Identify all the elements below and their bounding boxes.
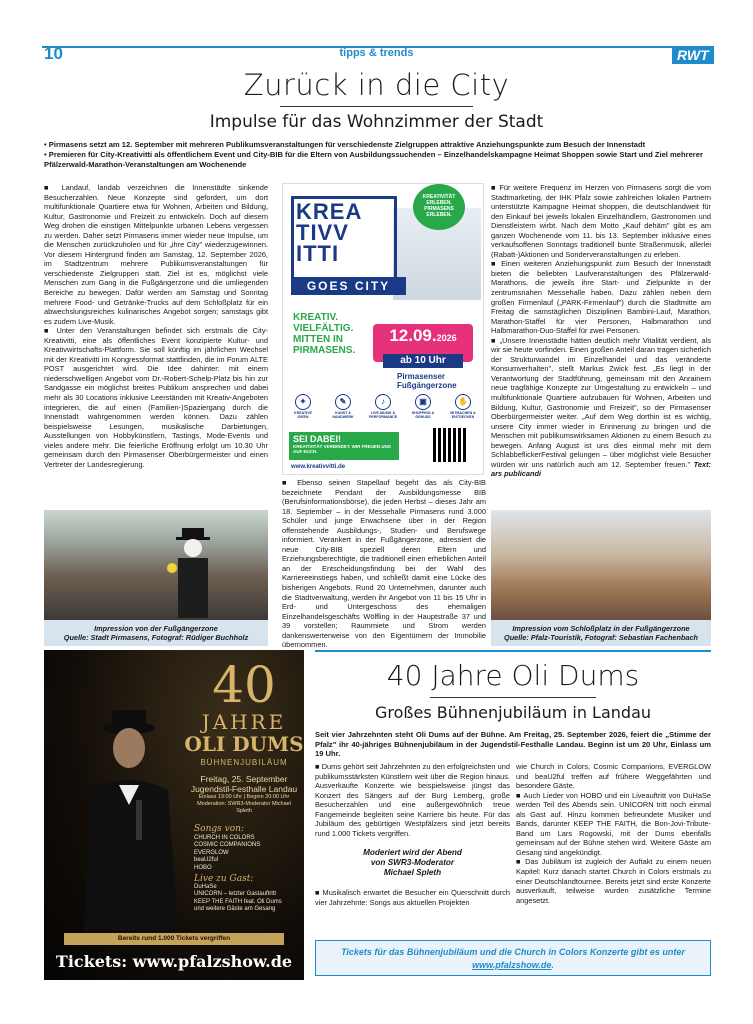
- paragraph: ■ Dums gehört seit Jahrzehnten zu den erfolgreichsten und publikumsstärksten Künstlern weit über die Region hinaus. Ausverkaufte Konzerte wie beispielsweise jüngst das Konzert des Sängers auf der Burg Lemberg, große Besucherzahlen und eine außergewöhnlich treue Fangemeinde begleiten seine Karriere bis heute. Für das Jubiläum des gebürtigen Westpfälzers sind jetzt bereits rund 1.000 Tickets vergriffen.: [315, 762, 510, 838]
- paragraph: ■ Einen weiteren Anziehungspunkt zum Besuch der Innenstadt bieten die beliebten Laufveranstaltungen des Pfälzerwald-Marathons, die jeweils ihre Start- und Zielpunkte in der zentrumsnahen Messehalle haben. Dazu zählen neben dem großen Firmenlauf („PARK-Firmenlauf") durch die Stadtmitte am Freitag die samstäglichen Disziplinen Bambini-Lauf, Marathon, Marathon-Staffel für vier Personen, Halbmarathon und Halbmarathon-Duo-Staffel für zwei Personen.: [491, 259, 711, 336]
- article2-title: 40 Jahre Oli Dums: [386, 659, 640, 692]
- poster-slogan: KREATIV. VIELFÄLTIG. MITTEN IN PIRMASENS.: [293, 312, 356, 356]
- poster-date-badge: 12.09.2026: [373, 324, 473, 362]
- goes-city-banner: GOES CITY: [291, 277, 406, 295]
- bag-icon: ▣ SHOPPING & GENUSS: [409, 394, 437, 422]
- title-rule: [430, 697, 596, 698]
- paragraph: ■ Auch Lieder von HOBO und ein Liveauftritt von DuHaSe werden Teil des Abends sein. UNICORN tritt noch einmal als Gast auf. Hinzu kommen befreundete Musiker und Bands, darunter KEEP THE FAITH, die Bon-Jovi-Tribute-Band um Lars Rogowski, mit der Dums ebenfalls gemeinsam auf der Bühne stehen wird. Weitere Gäste am Gesang sind angekündigt.: [516, 790, 711, 857]
- kreativitti-poster: [282, 183, 484, 475]
- ad-subtitle: BÜHNENJUBILÄUM: [200, 758, 288, 767]
- paragraph: ■ Für weitere Frequenz im Herzen von Pirmasens sorgt die vom Stadtmarketing, der IHK Pfalz sowie zahlreichen lokalen Partnern unterstützte Kampagne Heimat shoppen, die deutschlandweit für den Einkauf bei jeweils lokalen Einzelhändlern, Gastronomen und Dienstleistern wirbt. Nach dem Motto „Kauf dehäm" gibt es am ganzen Wochenende vom 11. bis 13. September inklusive eines verkaufsoffenen Sonntags traditionell bunte Straßenmusik, allerlei (Rabatt-)Aktionen und Sonderveranstaltungen zu erleben.: [491, 183, 711, 259]
- photo-caption-1: Impression von der Fußgängerzone Quelle: Stadt Pirmasens, Fotograf: Rüdiger Buchholz: [44, 620, 268, 646]
- schlossplatz-photo: [491, 510, 711, 620]
- article2-subtitle: Großes Bühnenjubiläum in Landau: [374, 703, 652, 722]
- publication-logo: RWT: [672, 46, 714, 64]
- ticket-link[interactable]: www.pfalzshow.de: [472, 960, 552, 970]
- article-title: Zurück in die City: [243, 68, 510, 102]
- ad-lineup: Songs von: CHURCH IN COLORS COSMIC COMPANIONS EVERGLOW beaU2ful HOBO Live zu Gast: DuHaSe UNICORN – letzter Gastauftritt KEEP THE FAITH feat. Oli Dums und weitere Gäste am Gesang: [194, 824, 282, 912]
- section-title: tipps & trends: [339, 47, 414, 59]
- page-number: 10: [44, 44, 63, 63]
- article-bullets: [44, 140, 712, 170]
- kreativitti-logo: KREA TIVV ITTI: [296, 199, 363, 266]
- text-credit: Text: ars publicandi: [491, 459, 711, 479]
- poster-icon-row: [289, 394, 477, 422]
- brush-icon: ✎ KUNST & HANDWERK: [329, 394, 357, 422]
- bullet-item: • Pirmasens setzt am 12. September mit mehreren Publikumsveranstaltungen für verschiedenste Zielgruppen attraktive Anziehungspunkte zum Besuch der Innenstadt: [44, 140, 646, 149]
- paragraph: ■ Musikalisch erwartet die Besucher ein Querschnitt durch vier Jahrzehnte: Songs aus aktuellen Projekten: [315, 888, 510, 907]
- column-1: [44, 183, 268, 469]
- paragraph: ■ Das Jubiläum ist zugleich der Auftakt zu einem neuen Kapitel: Kurz danach startet Church in Colors erstmals zu einer Deutschlandtournee. Bereits jetzt sind erste Konzerte ausverkauft, teilweise wurden zusätzliche Termine angesetzt.: [516, 857, 711, 905]
- pedestrian-zone-photo: [44, 510, 268, 620]
- photo-caption-2: Impression vom Schloßplatz in der Fußgängerzone Quelle: Pfalz-Touristik, Fotograf: Sebastian Fachenbach: [491, 620, 711, 646]
- pull-quote: Moderiert wird der Abend von SWR3-Moderator Michael Spleth: [363, 848, 462, 878]
- burst-badge: KREATIVITÄT ERLEBEN, PIRMASENS ERLEBEN.: [413, 184, 465, 230]
- article2-column-1: [315, 762, 510, 907]
- sei-dabei-box: SEI DABEI! KREATIVITÄT VERBINDET. WIR FREUEN UNS AUF EUCH.: [289, 432, 399, 460]
- article2-column-2: [516, 762, 711, 905]
- paragraph: wie Church in Colors, Cosmic Companions, EVERGLOW und beaU2ful treffen auf frühere Weggefährten und besondere Gäste.: [516, 762, 711, 791]
- ad-name: OLI DUMS: [184, 732, 304, 756]
- ad-tickets-sold-bar: Bereits rund 1.000 Tickets vergriffen: [64, 933, 284, 945]
- poster-location: Pirmasenser Fußgängerzone: [397, 372, 457, 390]
- music-icon: ♪ LIVE-MUSIK & PERFORMANCE: [369, 394, 397, 422]
- singer-image: [74, 710, 184, 930]
- section-divider: [315, 650, 711, 652]
- hand-icon: ✋ MITMACHEN & ENTDECKEN: [449, 394, 477, 422]
- column-2-text: [282, 478, 486, 650]
- paragraph: ■ Ebenso seinen Stapellauf begeht das als City-BIB bezeichnete Pendant der Ausbildungsmesse BIB (Berufsinformationsbörse), die jeden Herbst – dieses Jahr am 18. September – in der Messehalle Pirmasens rund 3.000 Schüler und junge Erwachsene über in der Region offenstehende Ausbildungs-, Studien- und Berufswege informiert. Verankert in der Fußgängerzone, adressiert die neue City-BIB speziell deren Eltern und Erziehungsberechtigte, die traditionell einen erheblichen Anteil an der Entscheidungsfindung bei der Wahl des Karriereeinstiegs haben, und schließt damit eine Lücke des bisherigen Angebots. Rund 20 Unternehmen, darunter auch die Stadtverwaltung, werden ihr Angebot von 11 bis 15 Uhr in Erd- und Untergeschoss des ehemaligen Einzelhandelsgeschäfts Wölfling in der Hauptstraße 37 und 39 vorstellen; Raummiete und Strom werden dankenswerterweise von den Eigentümern der Immobilie übernommen.: [282, 478, 486, 650]
- poster-time: ab 10 Uhr: [383, 354, 463, 368]
- poster-url: www.kreativvitti.de: [291, 464, 346, 470]
- ticket-info-box: Tickets für das Bühnenjubiläum und die Church in Colors Konzerte gibt es unter www.pfalzshow.de.: [315, 940, 711, 976]
- ad-date-block: Freitag, 25. September Jugendstil-Festhalle Landau Einlass 19:00 Uhr | Beginn 20:00 Uhr Moderation: SWR3-Moderator Michael Spleth: [190, 774, 298, 814]
- ad-number: 40: [212, 656, 276, 714]
- bullet-item: • Premieren für City-Kreativitti als öffentlichem Event und City-BIB für die Eltern von Ausbildungssuchenden – Einzelhandelskampagne Heimat Shoppen sowie Start und Ziel mehrerer Pfälzerwald-Marathon-Veranstaltungen am Wochenende: [44, 150, 703, 169]
- article-subtitle: Impulse für das Wohnzimmer der Stadt: [209, 112, 544, 132]
- bulb-icon: ✦ KREATIVE IDEEN: [289, 394, 317, 422]
- article2-lead: Seit vier Jahrzehnten steht Oli Dums auf der Bühne. Am Freitag, 25. September 2026, feiert die „Stimme der Pfalz" ihr 40-jähriges Bühnenjubiläum in der Jugendstil-Festhalle Landau. Beginn ist um 20 Uhr, Einlass um 19 Uhr.: [315, 730, 711, 758]
- paragraph: ■ Landauf, landab verzeichnen die Innenstädte sinkende Besucherzahlen. Neue Konzepte sind gefordert, um dort multifunktionale Quartiere etwa für Wohnen, Arbeiten und Bildung, Kultur, Gastronomie und Freizeit zu entwickeln. Doch auf diesem Weg drohen die einstigen Mittelpunkte urbanen Lebens vergessen zu werden. Daher setzt Pirmasens immer wieder neue Impulse, um die Menschen zurückzuholen und für „ihre City" wiederzugewinnen. Vor diesem Hintergrund finden am Samstag, 12. September 2026, im Stadtzentrum mehrere Publikumsveranstaltungen für verschiedenste Zielgruppen statt. Ziel ist es, möglichst viele Menschen zum Gang in die Fußgängerzone und die umliegenden Bereiche zu bewegen. Dafür werden am Samstag und Sonntag mehrere Food- und Getränke-Trucks auf dem Schloßplatz für ein abwechslungsreiches kulinarisches Angebot sorgen; samstags gibt es zudem Live-Musik.: [44, 183, 268, 326]
- qr-code-icon: [433, 428, 467, 462]
- paragraph: ■ Unter den Veranstaltungen befindet sich erstmals die City-Kreativitti, eine als öffentliches Event konzipierte Kultur- und Kreativwirtschafts-Plattform. Sie soll künftig im jährlichen Wechsel mit der Kreativitti im Kongressformat stattfinden, die im Forum ALTE POST ausgerichtet wird. Die Idee dahinter: mit einem niederschwelligen Angebot vom Dr.-Robert-Schelp-Platz bis hin zur Sandgasse ein möglichst breites Publikum ansprechen und dabei mehr als 30 Locations inklusive Leerständen mit Kreativ-Angeboten integrieren, die auf einen (Familien-)Spaziergang durch die Innenstadt wahrgenommen werden können. Dazu zählen beispielsweise Lesungen, musikalische Darbietungen, Ausstellungen von Hobbykünstlern, Tastings, Mode-Events und vieles andere mehr. Die feierliche Eröffnung erfolgt um 10.30 Uhr gemeinsam durch den Pirmasenser Oberbürgermeister und einen Vertreter der Landesregierung.: [44, 326, 268, 469]
- ad-ticket-url: Tickets: www.pfalzshow.de: [55, 952, 293, 971]
- paragraph: ■ „Unsere Innenstädte hätten deutlich mehr Vitalität verdient, als wir sie heute vorfinden. Einen großen Anteil daran tragen sicherlich der Strukturwandel im Einzelhandel und das veränderte Konsumverhalten", stellt Markus Zwick fest. „Es liegt in der Verantwortung der Stadtführung, gemeinsam mit den Anrainern neue tragfähige Konzepte zur Umgestaltung zu entwickeln – und multifunktionale Quartiere aufzubauen für Wohnen, Arbeiten und Bildung, Kultur, Gastronomie und Freizeit", so der Pirmasenser Oberbürgermeister weiter. „Auf dem Weg dorthin ist es wichtig, unsere City immer wieder in Erinnerung zu bringen und die Menschen mit publikumswirksamen Aktionen zu einem Besuch zu bewegen. Anfang August ist uns dies einmal mehr mit dem SchlabbeflickerFestival gelungen – über möglichst viele Besucher würden wir uns natürlich auch am 12. September freuen." Text: ars publicandi: [491, 335, 711, 479]
- ad-jahre: JAHRE: [201, 710, 287, 734]
- oli-dums-ad: [44, 650, 304, 980]
- mime-artist-icon: [164, 528, 224, 618]
- column-3: [491, 183, 711, 479]
- title-rule: [280, 106, 473, 107]
